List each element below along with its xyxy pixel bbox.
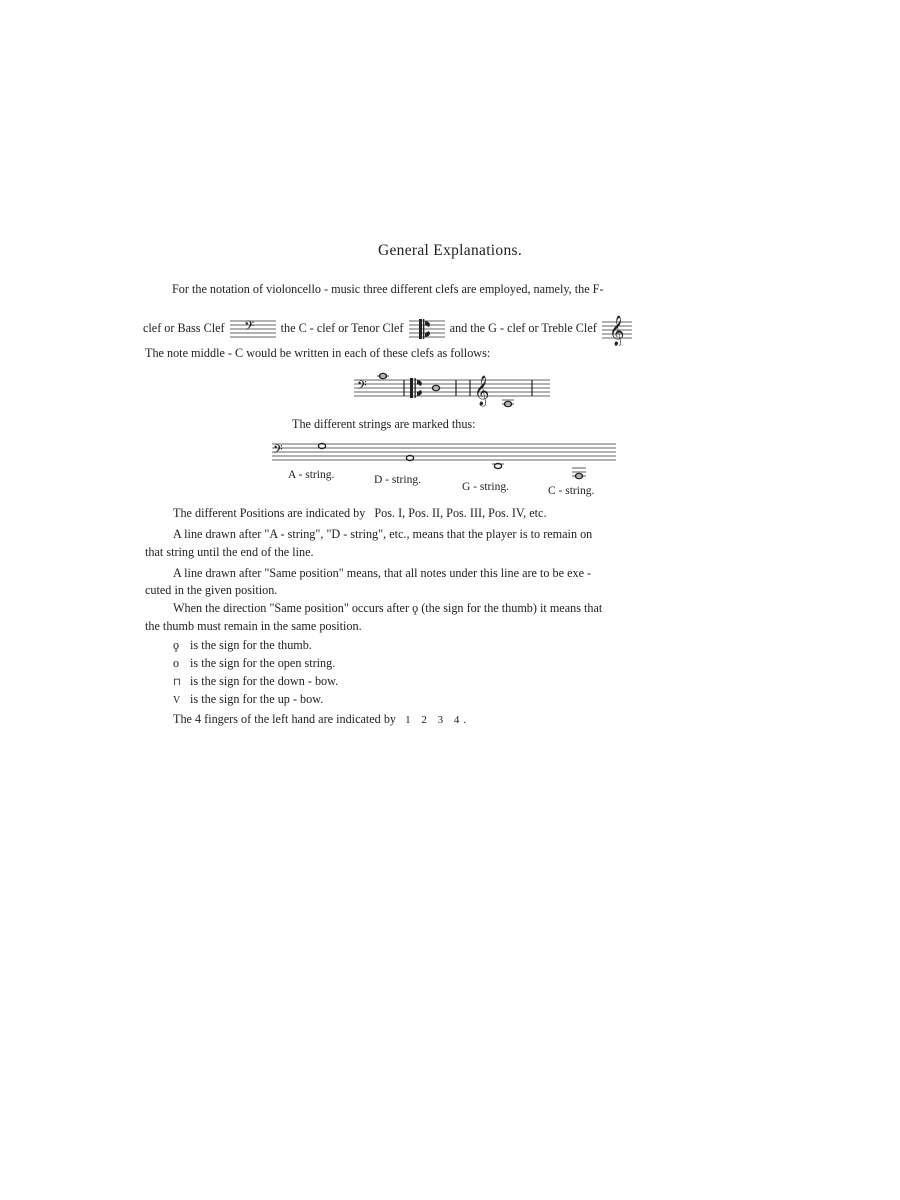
intro-line-2 xyxy=(143,312,634,346)
string-line-text-1: A line drawn after "A - string", "D - string", etc., means that the player is to remain on xyxy=(173,527,593,541)
c-string-label: C - string. xyxy=(548,485,595,497)
positions-values: Pos. I, Pos. II, Pos. III, Pos. IV, etc. xyxy=(374,506,547,520)
sign-down-bow-text: is the sign for the down - bow. xyxy=(190,674,339,688)
strings-heading: The different strings are marked thus: xyxy=(292,417,476,431)
sign-down-bow xyxy=(173,674,338,690)
string-line-text-2: that string until the end of the line. xyxy=(145,545,314,559)
sign-thumb-text: is the sign for the thumb. xyxy=(190,638,312,652)
bass-clef-icon xyxy=(228,318,278,340)
bass-clef-icon: 𝄢 xyxy=(273,442,283,460)
finger-numbers: 1 2 3 4. xyxy=(405,714,471,726)
down-bow-icon: ⊓ xyxy=(173,677,181,688)
up-bow-icon: V xyxy=(173,695,181,706)
intro-line-1: For the notation of violoncello - music three different clefs are employed, namely, the F- xyxy=(172,282,604,296)
open-string-icon: o xyxy=(173,656,180,670)
same-position-text-1: A line drawn after "Same position" means, that all notes under this line are to be exe - xyxy=(173,566,592,580)
treble-clef-icon xyxy=(600,312,634,346)
strings-example xyxy=(270,436,620,502)
bass-clef-icon: 𝄢 xyxy=(357,378,367,396)
middle-c-example xyxy=(352,368,552,412)
d-string-label: D - string. xyxy=(374,474,421,486)
sign-up-bow-text: is the sign for the up - bow. xyxy=(190,692,324,706)
tenor-clef-label: the C - clef or Tenor Clef xyxy=(280,320,404,335)
page-title: General Explanations. xyxy=(377,242,523,259)
positions-text: The different Positions are indicated by xyxy=(173,506,366,520)
tenor-clef-icon xyxy=(407,316,447,342)
sign-open-string xyxy=(173,656,335,670)
fingers-line xyxy=(173,712,470,727)
bass-clef-label: clef or Bass Clef xyxy=(143,320,225,335)
sign-thumb xyxy=(173,638,312,652)
positions-line xyxy=(173,506,547,520)
same-position-text-2: cuted in the given position. xyxy=(145,583,278,597)
thumb-position-text-2: the thumb must remain in the same position. xyxy=(145,619,362,633)
treble-clef-icon: 𝄞 xyxy=(474,376,490,406)
svg-text:𝄞: 𝄞 xyxy=(608,316,625,346)
intro-line-3: The note middle - C would be written in each of these clefs as follows: xyxy=(145,346,491,360)
g-string-label: G - string. xyxy=(462,481,509,493)
a-string-label: A - string. xyxy=(288,469,335,481)
svg-text:𝄢: 𝄢 xyxy=(243,318,254,337)
sign-up-bow xyxy=(173,692,323,708)
fingers-text: The 4 fingers of the left hand are indicated by xyxy=(173,712,397,726)
thumb-icon: ϙ xyxy=(173,638,180,652)
thumb-position-text-1: When the direction "Same position" occurs after ϙ (the sign for the thumb) it means that xyxy=(173,601,603,615)
sign-open-string-text: is the sign for the open string. xyxy=(190,656,336,670)
treble-clef-label: and the G - clef or Treble Clef xyxy=(449,320,597,335)
